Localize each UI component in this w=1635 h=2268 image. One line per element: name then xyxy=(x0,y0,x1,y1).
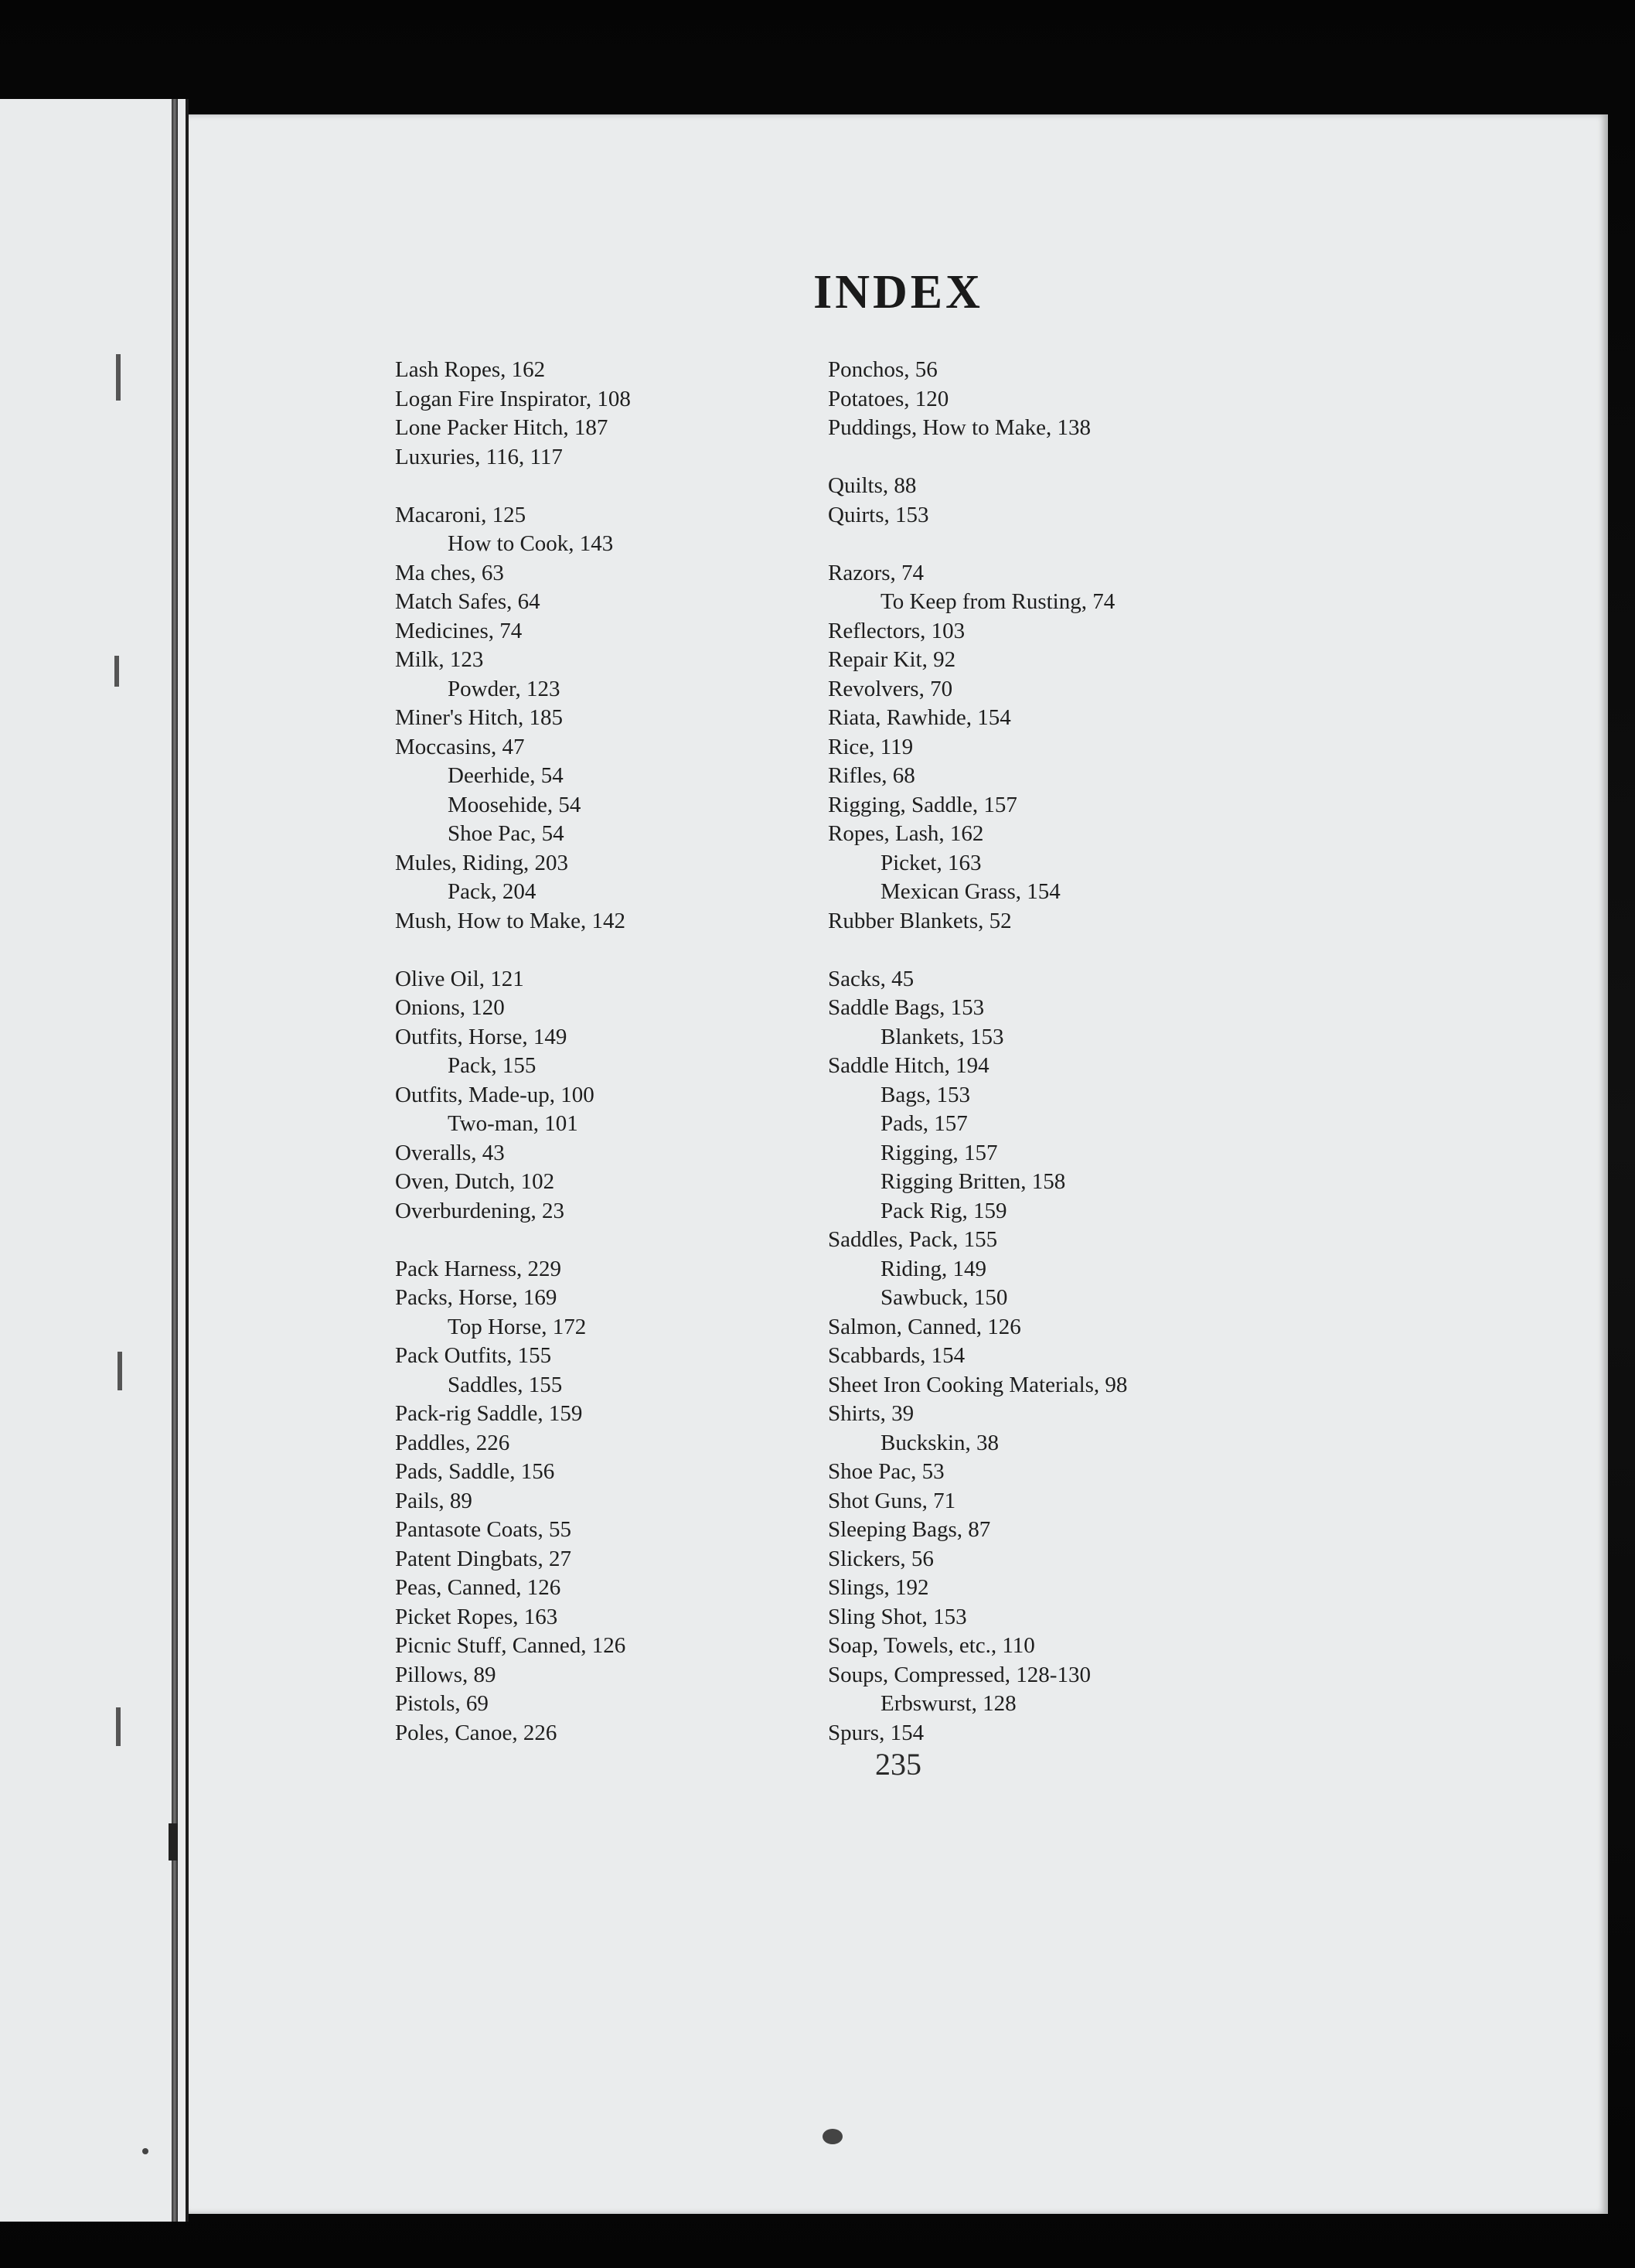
index-entry: Repair Kit, 92 xyxy=(828,647,956,672)
index-entry: Pads, Saddle, 156 xyxy=(395,1459,555,1484)
index-entry: Match Safes, 64 xyxy=(395,589,540,614)
index-subentry: Pads, 157 xyxy=(881,1111,968,1136)
facing-page-edge xyxy=(0,99,189,2222)
index-entry: Outfits, Made-up, 100 xyxy=(395,1082,594,1107)
index-entry: Sleeping Bags, 87 xyxy=(828,1517,991,1542)
index-entry: Olive Oil, 121 xyxy=(395,966,524,991)
index-entry: Revolvers, 70 xyxy=(828,676,953,701)
index-subentry: How to Cook, 143 xyxy=(448,531,614,556)
index-entry: Shot Guns, 71 xyxy=(828,1488,956,1513)
index-entry: Overalls, 43 xyxy=(395,1140,505,1165)
margin-mark xyxy=(118,1352,122,1390)
index-entry: Oven, Dutch, 102 xyxy=(395,1169,555,1194)
index-subentry: Deerhide, 54 xyxy=(448,763,564,788)
index-entry: Pillows, 89 xyxy=(395,1662,496,1687)
index-entry: Sheet Iron Cooking Materials, 98 xyxy=(828,1372,1128,1397)
index-entry: Lash Ropes, 162 xyxy=(395,357,546,382)
margin-mark xyxy=(116,354,121,401)
index-entry: Pack-rig Saddle, 159 xyxy=(395,1401,583,1426)
index-subentry: Blankets, 153 xyxy=(881,1024,1004,1049)
index-entry: Paddles, 226 xyxy=(395,1430,510,1455)
index-subentry: Pack Rig, 159 xyxy=(881,1198,1007,1223)
index-entry: Rifles, 68 xyxy=(828,763,915,788)
index-entry: Potatoes, 120 xyxy=(828,386,949,411)
index-entry: Luxuries, 116, 117 xyxy=(395,444,563,469)
index-subentry: Mexican Grass, 154 xyxy=(881,879,1061,904)
index-entry: Slickers, 56 xyxy=(828,1546,934,1571)
index-entry: Salmon, Canned, 126 xyxy=(828,1314,1021,1339)
index-entry: Rubber Blankets, 52 xyxy=(828,908,1012,933)
index-entry: Overburdening, 23 xyxy=(395,1198,565,1223)
index-entry: Shoe Pac, 53 xyxy=(828,1459,945,1484)
index-subentry: Riding, 149 xyxy=(881,1256,986,1281)
index-entry: Patent Dingbats, 27 xyxy=(395,1546,571,1571)
index-entry: Puddings, How to Make, 138 xyxy=(828,415,1091,440)
index-subentry: To Keep from Rusting, 74 xyxy=(881,589,1116,614)
page-gutter-shadow xyxy=(172,99,178,2222)
index-subentry: Pack, 155 xyxy=(448,1053,536,1078)
index-entry: Saddles, Pack, 155 xyxy=(828,1227,998,1252)
index-subentry: Powder, 123 xyxy=(448,676,560,701)
index-subentry: Shoe Pac, 54 xyxy=(448,821,564,846)
scan-speck xyxy=(823,2129,843,2144)
index-subentry: Rigging, 157 xyxy=(881,1140,998,1165)
index-entry: Quilts, 88 xyxy=(828,473,917,498)
margin-mark xyxy=(114,656,119,687)
index-entry: Logan Fire Inspirator, 108 xyxy=(395,386,631,411)
index-entry: Razors, 74 xyxy=(828,560,925,585)
index-entry: Spurs, 154 xyxy=(828,1720,925,1745)
index-entry: Pack Harness, 229 xyxy=(395,1256,562,1281)
index-entry: Milk, 123 xyxy=(395,647,484,672)
index-subentry: Saddles, 155 xyxy=(448,1372,563,1397)
index-entry: Rigging, Saddle, 157 xyxy=(828,792,1017,817)
index-entry: Ma ches, 63 xyxy=(395,560,504,585)
index-entry: Medicines, 74 xyxy=(395,618,523,643)
margin-mark xyxy=(169,1823,178,1860)
index-subentry: Buckskin, 38 xyxy=(881,1430,1000,1455)
index-entry: Poles, Canoe, 226 xyxy=(395,1720,557,1745)
index-entry: Outfits, Horse, 149 xyxy=(395,1024,567,1049)
index-entry: Mules, Riding, 203 xyxy=(395,850,568,875)
index-subentry: Sawbuck, 150 xyxy=(881,1285,1008,1310)
index-entry: Sling Shot, 153 xyxy=(828,1604,967,1629)
index-entry: Onions, 120 xyxy=(395,995,505,1020)
index-subentry: Bags, 153 xyxy=(881,1082,970,1107)
index-subentry: Erbswurst, 128 xyxy=(881,1691,1017,1716)
index-entry: Macaroni, 125 xyxy=(395,502,526,527)
index-subentry: Pack, 204 xyxy=(448,879,536,904)
index-entry: Reflectors, 103 xyxy=(828,618,966,643)
index-subentry: Two-man, 101 xyxy=(448,1111,578,1136)
index-entry: Quirts, 153 xyxy=(828,502,929,527)
index-subentry: Picket, 163 xyxy=(881,850,982,875)
index-entry: Peas, Canned, 126 xyxy=(395,1575,561,1600)
index-entry: Pack Outfits, 155 xyxy=(395,1343,552,1368)
index-entry: Pantasote Coats, 55 xyxy=(395,1517,571,1542)
index-page xyxy=(189,114,1608,2214)
index-entry: Lone Packer Hitch, 187 xyxy=(395,415,608,440)
scan-speck xyxy=(142,2148,148,2154)
index-entry: Pails, 89 xyxy=(395,1488,472,1513)
index-entry: Soups, Compressed, 128-130 xyxy=(828,1662,1091,1687)
index-entry: Pistols, 69 xyxy=(395,1691,489,1716)
index-entry: Ropes, Lash, 162 xyxy=(828,821,984,846)
index-entry: Riata, Rawhide, 154 xyxy=(828,705,1011,730)
index-entry: Scabbards, 154 xyxy=(828,1343,966,1368)
margin-mark xyxy=(116,1707,121,1746)
index-entry: Ponchos, 56 xyxy=(828,357,938,382)
page-number: 235 xyxy=(875,1747,921,1782)
index-entry: Packs, Horse, 169 xyxy=(395,1285,557,1310)
index-entry: Shirts, 39 xyxy=(828,1401,915,1426)
index-entry: Sacks, 45 xyxy=(828,966,915,991)
index-entry: Soap, Towels, etc., 110 xyxy=(828,1633,1035,1658)
index-column-right xyxy=(828,356,1385,1748)
index-entry: Mush, How to Make, 142 xyxy=(395,908,626,933)
page-title: INDEX xyxy=(813,266,983,319)
index-entry: Slings, 192 xyxy=(828,1575,929,1600)
index-entry: Saddle Hitch, 194 xyxy=(828,1053,990,1078)
index-entry: Rice, 119 xyxy=(828,734,914,759)
index-entry: Picnic Stuff, Canned, 126 xyxy=(395,1633,626,1658)
index-entry: Picket Ropes, 163 xyxy=(395,1604,558,1629)
index-subentry: Moosehide, 54 xyxy=(448,792,581,817)
index-column-left xyxy=(395,356,828,1748)
index-entry: Saddle Bags, 153 xyxy=(828,995,985,1020)
index-entry: Moccasins, 47 xyxy=(395,734,525,759)
index-subentry: Top Horse, 172 xyxy=(448,1314,587,1339)
index-entry: Miner's Hitch, 185 xyxy=(395,705,564,730)
index-subentry: Rigging Britten, 158 xyxy=(881,1169,1066,1194)
